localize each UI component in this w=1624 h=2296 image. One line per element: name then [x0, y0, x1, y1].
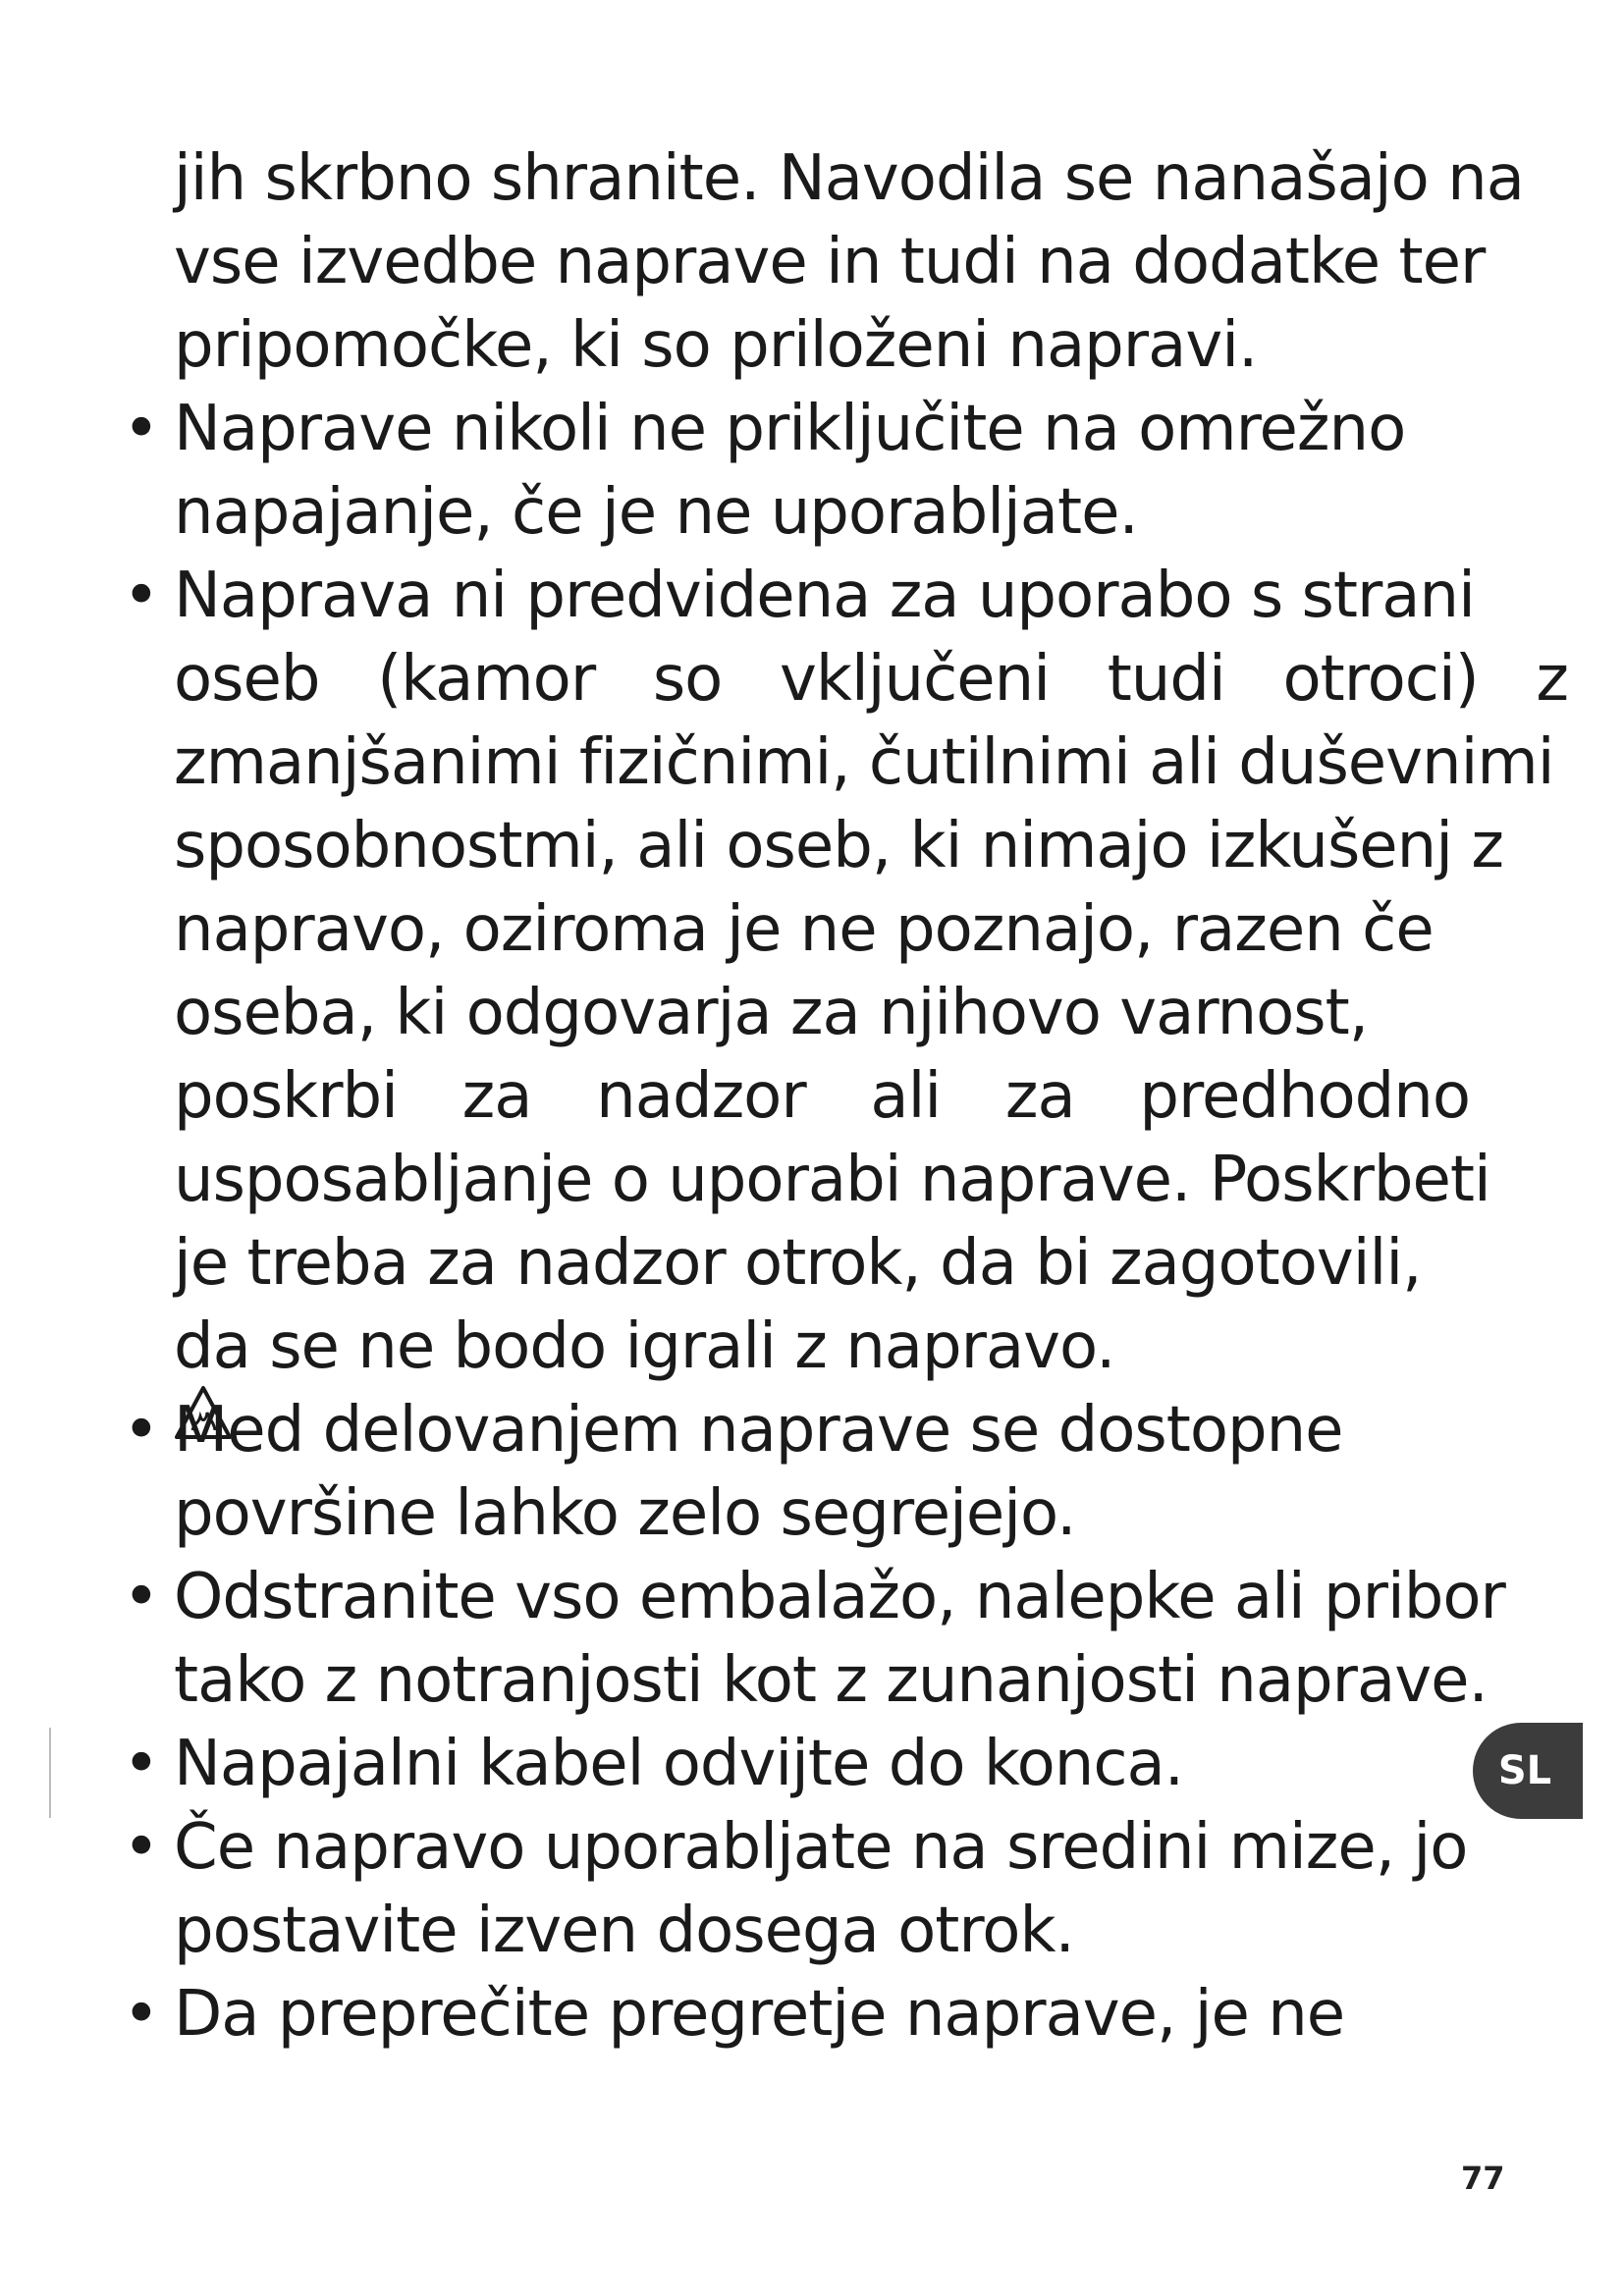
- margin-divider: [49, 1728, 51, 1818]
- text-line: je treba za nadzor otrok, da bi zagotovili,: [174, 1227, 1422, 1300]
- text-line: zmanjšanimi fizičnimi, čutilnimi ali duševnimi: [174, 726, 1554, 799]
- text-line: oseba, ki odgovarja za njihovo varnost,: [174, 977, 1369, 1049]
- bullet-marker: •: [123, 1728, 159, 1800]
- bullet-marker: •: [123, 1394, 159, 1467]
- bullet-marker: •: [123, 560, 159, 632]
- text-line: vse izvedbe naprave in tudi na dodatke ter: [174, 226, 1486, 298]
- text-line: Napajalni kabel odvijte do konca.: [174, 1728, 1184, 1800]
- bullet-item: [123, 1389, 1551, 1472]
- bullet-item: [123, 555, 1551, 638]
- bullet-marker: •: [123, 393, 159, 465]
- page-number: 77: [1461, 2160, 1505, 2197]
- text-line: pripomočke, ki so priloženi napravi.: [174, 309, 1258, 382]
- text-line: napajanje, če je ne uporabljate.: [174, 476, 1138, 549]
- text-line: postavite izven dosega otrok.: [174, 1895, 1074, 1967]
- text-line: usposabljanje o uporabi naprave. Poskrbeti: [174, 1144, 1490, 1216]
- text-line: površine lahko zelo segrejejo.: [174, 1477, 1076, 1550]
- language-tab: SL: [1473, 1723, 1583, 1819]
- text-line: tako z notranjosti kot z zunanjosti naprave.: [174, 1644, 1488, 1717]
- text-line: Da preprečite pregretje naprave, je ne: [174, 1978, 1345, 2051]
- text-line: Naprave nikoli ne priključite na omrežno: [174, 393, 1406, 465]
- text-line: Če napravo uporabljate na sredini mize, jo: [174, 1811, 1468, 1884]
- text-line: Med delovanjem naprave se dostopne: [174, 1394, 1343, 1467]
- text-line: napravo, oziroma je ne poznajo, razen če: [174, 893, 1434, 966]
- bullet-item: [123, 1973, 1551, 2056]
- bullet-item: [123, 1556, 1551, 1639]
- bullet-marker: •: [123, 1561, 159, 1633]
- text-line: poskrbi za nadzor ali za predhodno: [174, 1060, 1470, 1133]
- text-line: sposobnostmi, ali oseb, ki nimajo izkušenj z: [174, 810, 1503, 882]
- bullet-item: [123, 1723, 1551, 1806]
- bullet-item: [123, 1806, 1551, 1890]
- text-line: jih skrbno shranite. Navodila se nanašajo na: [174, 142, 1524, 215]
- text-line: oseb (kamor so vključeni tudi otroci) z: [174, 643, 1568, 716]
- text-line: Naprava ni predvidena za uporabo s strani: [174, 560, 1475, 632]
- text-line: da se ne bodo igrali z napravo.: [174, 1310, 1115, 1383]
- instructions-text: [123, 137, 1568, 2056]
- bullet-marker: •: [123, 1811, 159, 1884]
- bullet-item: [123, 388, 1551, 471]
- bullet-marker: •: [123, 1978, 159, 2051]
- warning-triangle-icon: [174, 1385, 233, 1440]
- text-line: Odstranite vso embalažo, nalepke ali pribor: [174, 1561, 1505, 1633]
